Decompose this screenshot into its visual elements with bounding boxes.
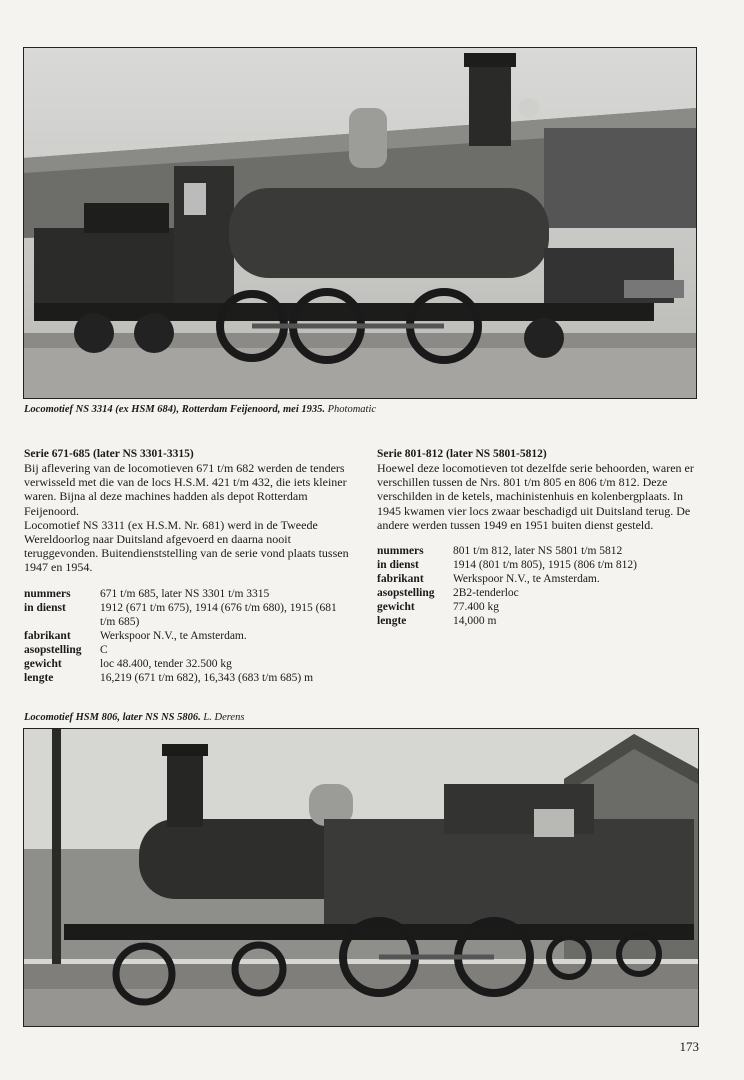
- spec-key: gewicht: [377, 601, 415, 614]
- photo2-credit: L. Derens: [203, 712, 245, 723]
- series-801-812-heading: Serie 801-812 (later NS 5801-5812): [377, 448, 547, 460]
- series-801-812-column: [377, 447, 699, 628]
- photo-locomotive-3314: [23, 47, 697, 399]
- spec-row: [377, 558, 637, 572]
- spec-value: Werkspoor N.V., te Amsterdam.: [453, 573, 600, 586]
- spec-value: 671 t/m 685, later NS 3301 t/m 3315: [100, 587, 270, 600]
- series-671-685-column: [24, 447, 349, 685]
- spec-key: lengte: [377, 615, 407, 628]
- spec-key: in dienst: [377, 559, 419, 572]
- series-671-685-specs: [24, 587, 349, 685]
- spec-key: fabrikant: [377, 573, 424, 586]
- series-801-812-paragraph: Hoewel deze locomotieven tot dezelfde serie behoorden, waren er verschillen tussen de Nrs. 801 t/m 805 en 806 t/m 812. Deze verschilden in de ketels, machinistenhuis en kolenbergplaats. In 1945 kwamen vier locs zwaar beschadigd uit Duitsland terug. De andere werden tussen 1949 en 1951 buiten dienst gesteld.: [377, 461, 694, 532]
- spec-key: nummers: [24, 587, 71, 600]
- spec-key: gewicht: [24, 657, 62, 670]
- spec-value: Werkspoor N.V., te Amsterdam.: [100, 629, 247, 642]
- page-number: 173: [679, 1039, 699, 1054]
- spec-value: 77.400 kg: [453, 601, 499, 614]
- spec-row: [377, 586, 637, 600]
- photo-locomotive-806: [23, 728, 699, 1027]
- photo1-caption-text: Locomotief NS 3314 (ex HSM 684), Rotterdam Feijenoord, mei 1935.: [24, 404, 325, 415]
- photo2-caption-text: Locomotief HSM 806, later NS NS 5806.: [24, 712, 201, 723]
- spec-value: 801 t/m 812, later NS 5801 t/m 5812: [453, 545, 623, 558]
- spec-row: [24, 587, 349, 601]
- spec-value: 1912 (671 t/m 675), 1914 (676 t/m 680), 1915 (681 t/m 685): [100, 601, 337, 628]
- spec-value: 14,000 m: [453, 615, 497, 628]
- spec-key: fabrikant: [24, 629, 71, 642]
- spec-row: [24, 629, 349, 643]
- spec-row: [377, 544, 637, 558]
- spec-key: lengte: [24, 671, 54, 684]
- spec-value: loc 48.400, tender 32.500 kg: [100, 657, 232, 670]
- locomotive-3314-illustration: [24, 48, 696, 398]
- photo2-caption: [24, 712, 244, 723]
- spec-row: [24, 643, 349, 657]
- spec-value: 16,219 (671 t/m 682), 16,343 (683 t/m 685) m: [100, 671, 314, 684]
- spec-value: C: [100, 643, 108, 656]
- spec-row: [24, 601, 349, 629]
- spec-key: asopstelling: [377, 587, 435, 600]
- spec-row: [377, 614, 637, 628]
- spec-row: [24, 657, 349, 671]
- locomotive-806-illustration: [24, 729, 698, 1026]
- spec-row: [377, 572, 637, 586]
- series-801-812-specs: [377, 544, 637, 628]
- series-671-685-paragraph: Bij aflevering van de locomotieven 671 t/m 682 werden de tenders verwisseld met die van de locs H.S.M. 421 t/m 432, die iets kleiner waren. Bijna al deze machines hadden als depot Rotterdam Feijenoord.: [24, 461, 347, 518]
- spec-key: in dienst: [24, 601, 66, 614]
- series-671-685-paragraph: Locomotief NS 3311 (ex H.S.M. Nr. 681) werd in de Tweede Wereldoorlog naar Duitsland afgevoerd en daarna nooit teruggevonden. Buitendienststelling van de serie vond plaats tussen 1947 en 1954.: [24, 517, 349, 575]
- spec-row: [377, 600, 637, 614]
- spec-value: 2B2-tenderloc: [453, 587, 519, 600]
- series-671-685-heading: Serie 671-685 (later NS 3301-3315): [24, 448, 194, 460]
- spec-key: asopstelling: [24, 643, 82, 656]
- spec-row: [24, 671, 349, 685]
- spec-key: nummers: [377, 545, 424, 558]
- photo1-caption: [24, 404, 376, 415]
- spec-value: 1914 (801 t/m 805), 1915 (806 t/m 812): [453, 559, 637, 572]
- photo1-credit: Photomatic: [327, 404, 377, 415]
